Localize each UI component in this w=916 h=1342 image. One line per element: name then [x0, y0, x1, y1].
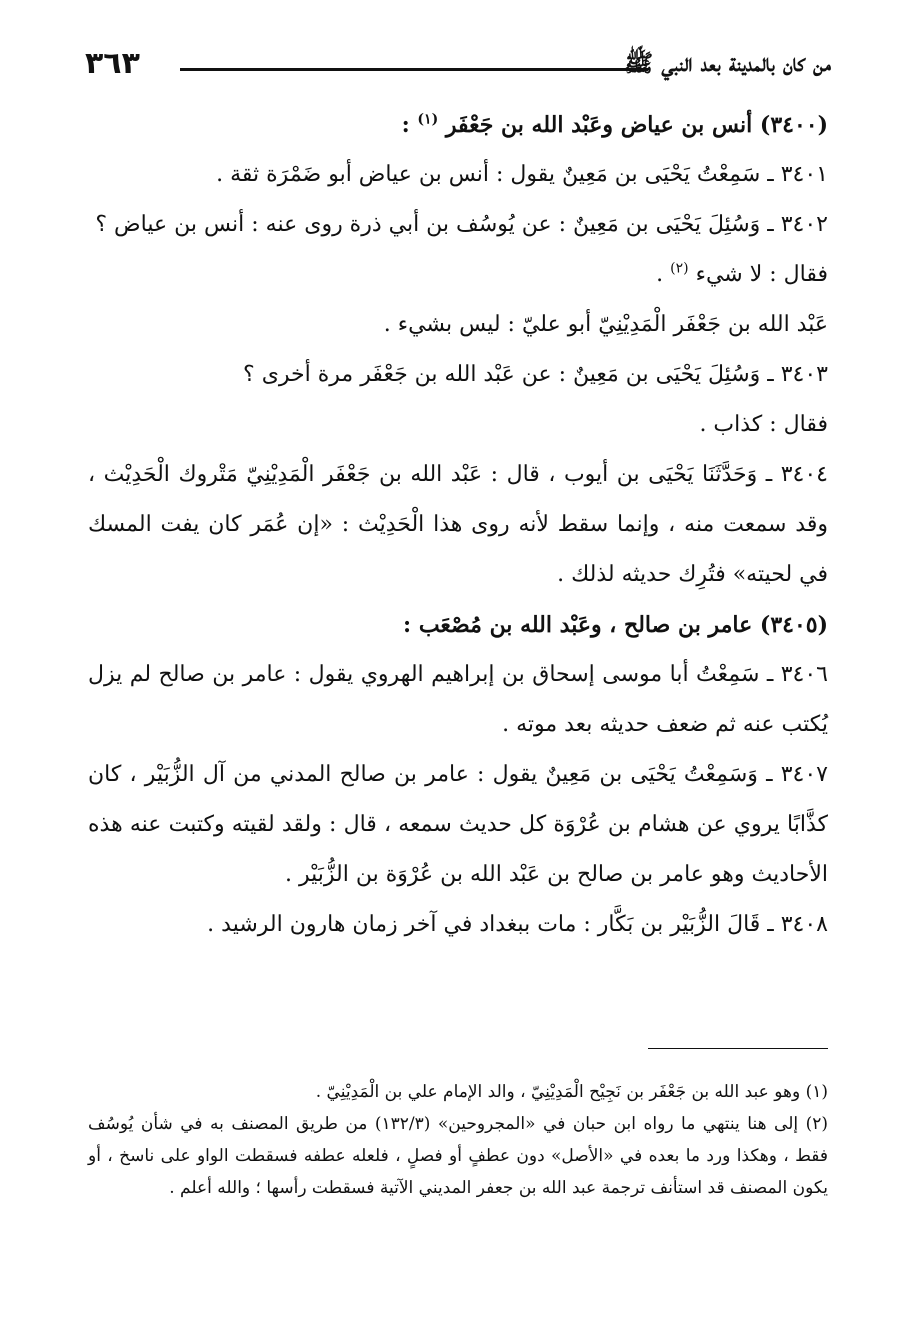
section-heading-3405: (٣٤٠٥) عامر بن صالح ، وعَبْد الله بن مُصْعَب : [403, 612, 828, 638]
entry-3406: ٣٤٠٦ ـ سَمِعْتُ أبا موسى إسحاق بن إبراهيم الهروي يقول : عامر بن صالح لم يزل يُكتب عنه ثم ضعف حديثه بعد موته . [88, 662, 828, 737]
entry-3401: ٣٤٠١ ـ سَمِعْتُ يَحْيَى بن مَعِينٌ يقول : أنس بن عياض أبو ضَمْرَة ثقة . [216, 162, 828, 187]
entry-3408: ٣٤٠٨ ـ قَالَ الزُّبَيْر بن بَكَّار : مات ببغداد في آخر زمان هارون الرشيد . [207, 912, 828, 937]
heading-colon: : [401, 112, 410, 138]
entry-3402: ٣٤٠٢ ـ وَسُئِلَ يَحْيَى بن مَعِينٌ : عن يُوسُف بن أبي ذرة روى عنه : أنس بن عياض ؟ [95, 212, 828, 237]
running-header [85, 42, 831, 82]
entry-3403: ٣٤٠٣ ـ وَسُئِلَ يَحْيَى بن مَعِينٌ : عن عَبْد الله بن جَعْفَر مرة أخرى ؟ [243, 362, 828, 387]
entry-3403-answer: فقال : كذاب . [699, 412, 828, 437]
header-title: من كان بالمدينة بعد النبي ﷺ [624, 48, 831, 77]
footnote-1: (١) وهو عبد الله بن جَعْفَر بن نَجِيْح الْمَدِيْنِيّ ، والد الإمام علي بن الْمَدِيْنِيّ . [315, 1082, 828, 1102]
footnote-rule [648, 1048, 828, 1049]
footnote-2: (٢) إلى هنا ينتهي ما رواه ابن حبان في «المجروحين» (١٣٢/٣) من طريق المصنف به في شأن يُوسُف فقط ، وهكذا ورد ما بعده في «الأصل» دون عطفٍ أو فصلٍ ، فلعله عطفه فسقطت الواو على ناسخ ، أو يكون المصنف قد استأنف ترجمة عبد الله بن جعفر المديني الآتية فسقطت رأسها ؛ والله أعلم . [88, 1114, 828, 1198]
header-rule [180, 68, 648, 71]
answer-text: فقال : لا شيء [695, 262, 828, 287]
entry-note: عَبْد الله بن جَعْفَر الْمَدِيْنِيّ أبو عليّ : ليس بشيء . [383, 312, 828, 337]
page-number: ٣٦٣ [85, 46, 140, 81]
main-text [88, 100, 828, 950]
entry-3407: ٣٤٠٧ ـ وَسَمِعْتُ يَحْيَى بن مَعِينٌ يقول : عامر بن صالح المدني من آل الزُّبَيْر ، كان كذَّابًا يروي عن هشام بن عُرْوَة كل حديث سمعه ، قال : ولقد لقيته وكتبت عنه هذه الأحاديث وهو عامر بن صالح بن عَبْد الله بن عُرْوَة بن الزُّبَيْر . [88, 762, 828, 887]
entry-3402-answer [88, 250, 828, 300]
heading-text: (٣٤٠٠) أنس بن عياض وعَبْد الله بن جَعْفَر [445, 112, 828, 138]
entry-3404: ٣٤٠٤ ـ وَحَدَّثَنَا يَحْيَى بن أيوب ، قال : عَبْد الله بن جَعْفَر الْمَدِيْنِيّ مَتْروك الْحَدِيْث ، وقد سمعت منه ، وإنما سقط لأنه روى هذا الْحَدِيْث : «إن عُمَر كان يفت المسك في لحيته» فتُرِك حديثه لذلك . [88, 462, 828, 587]
answer-end: . [656, 262, 664, 287]
section-heading-3400 [88, 100, 828, 150]
footnote-ref-1: (١) [417, 111, 439, 128]
footnote-ref-2: (٢) [670, 260, 689, 277]
footnotes [88, 1076, 828, 1204]
